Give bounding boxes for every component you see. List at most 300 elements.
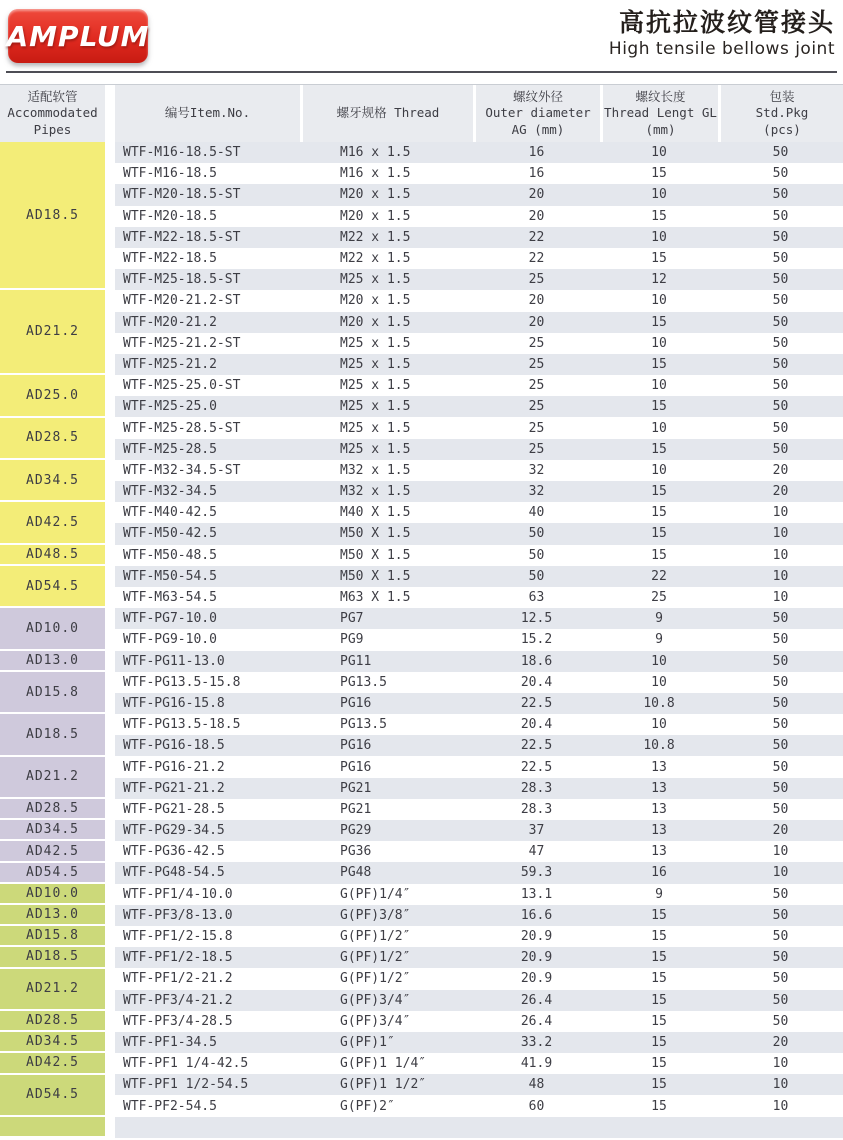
std-pkg-cell: 50 [772,293,789,309]
pipe-group-cell: AD34.5 [0,820,105,841]
thread-spec-cell: M63 X 1.5 [340,590,411,606]
item-no-cell: WTF-PG21-21.2 [123,780,225,796]
thread-length-cell: 10 [651,229,667,245]
thread-length-cell: 10 [651,420,667,436]
thread-spec-cell: M20 x 1.5 [340,208,411,224]
rows-area [115,142,843,1138]
outer-diameter-cell: 59.3 [520,865,553,881]
thread-spec-cell: PG21 [340,801,372,817]
outer-diameter-cell: 25 [528,272,545,288]
std-pkg-cell: 10 [772,1056,789,1072]
table-row [115,629,843,650]
thread-spec-cell: M20 x 1.5 [340,187,411,203]
outer-diameter-cell: 33.2 [520,1034,553,1050]
std-pkg-cell: 50 [772,378,789,394]
thread-spec-cell: PG16 [340,695,372,711]
outer-diameter-cell: 16.6 [520,907,553,923]
item-no-cell: WTF-PG16-21.2 [123,759,225,775]
thread-spec-cell: PG13.5 [340,674,387,690]
item-no-cell: WTF-M22-18.5 [123,251,217,267]
std-pkg-cell: 10 [772,590,789,606]
outer-diameter-cell: 25 [528,378,545,394]
column-header-line: 螺牙规格 Thread [336,105,440,121]
thread-length-cell: 13 [651,823,667,839]
column-gutter [105,85,115,142]
table-row [115,820,843,841]
item-no-cell: WTF-M20-21.2-ST [123,293,241,309]
thread-length-cell: 15 [651,314,667,330]
outer-diameter-cell: 41.9 [520,1056,553,1072]
outer-diameter-cell: 50 [528,526,545,542]
item-no-cell: WTF-PF3/4-28.5 [123,1013,233,1029]
pipe-group-cell: AD42.5 [0,502,105,544]
outer-diameter-cell: 37 [528,823,545,839]
pipe-group-cell: AD54.5 [0,863,105,884]
thread-spec-cell: M25 x 1.5 [340,378,411,394]
thread-spec-cell [300,1117,473,1138]
thread-length-cell: 25 [651,590,667,606]
outer-diameter-cell: 20.4 [520,674,553,690]
outer-diameter-cell: 22.5 [520,759,553,775]
thread-length-cell: 9 [655,632,663,648]
pipe-group-cell: AD10.0 [0,884,105,905]
thread-length-cell: 15 [651,505,667,521]
item-no-cell: WTF-M40-42.5 [123,505,217,521]
table-row [115,439,843,460]
thread-spec-cell: M25 x 1.5 [340,399,411,415]
column-header-line: Outer diameter [485,105,591,121]
table-row [115,481,843,502]
thread-length-cell: 15 [651,1077,667,1093]
item-no-cell: WTF-M63-54.5 [123,590,217,606]
std-pkg-cell: 50 [772,166,789,182]
std-pkg-cell: 50 [772,251,789,267]
table-row [115,672,843,693]
pipe-group-cell: AD42.5 [0,841,105,862]
thread-length-cell: 10.8 [643,738,675,754]
std-pkg-cell: 10 [772,1077,789,1093]
item-no-cell: WTF-M50-54.5 [123,568,217,584]
column-header-outer-diameter [473,85,600,142]
thread-length-cell: 15 [651,251,667,267]
thread-spec-cell: PG7 [340,611,364,627]
column-header-line: Accommodated [7,105,98,121]
column-header-pipes [0,85,105,142]
std-pkg-cell: 50 [772,992,789,1008]
std-pkg-cell: 10 [772,547,789,563]
item-no-cell: WTF-M32-34.5 [123,484,217,500]
item-no-cell: WTF-PG13.5-15.8 [123,674,241,690]
outer-diameter-cell: 28.3 [520,780,553,796]
table-row [115,990,843,1011]
outer-diameter-cell: 50 [528,568,545,584]
pipe-group-cell: AD28.5 [0,799,105,820]
outer-diameter-cell: 50 [528,547,545,563]
item-no-cell: WTF-PF2-54.5 [123,1098,217,1114]
std-pkg-cell: 50 [772,420,789,436]
table-row [115,290,843,311]
thread-length-cell: 15 [651,399,667,415]
pipe-group-cell: AD28.5 [0,418,105,460]
column-header-line: Std.Pkg [755,105,809,121]
thread-spec-cell: G(PF)2″ [340,1098,395,1114]
std-pkg-cell: 10 [772,865,789,881]
thread-length-cell: 15 [651,441,667,457]
thread-spec-cell: G(PF)1 1/4″ [340,1056,427,1072]
std-pkg-cell: 50 [772,632,789,648]
thread-spec-cell: M50 X 1.5 [340,526,411,542]
thread-spec-cell: PG9 [340,632,364,648]
spec-table [0,84,843,1138]
thread-length-cell: 15 [651,992,667,1008]
outer-diameter-cell: 26.4 [520,1013,553,1029]
item-no-cell: WTF-M32-34.5-ST [123,462,241,478]
std-pkg-cell: 50 [772,950,789,966]
thread-spec-cell: M25 x 1.5 [340,356,411,372]
table-row [115,1117,843,1138]
table-row [115,968,843,989]
thread-length-cell [600,1117,718,1138]
item-no-cell: WTF-M25-28.5-ST [123,420,241,436]
item-no-cell: WTF-PF1 1/4-42.5 [123,1056,249,1072]
thread-spec-cell: M40 X 1.5 [340,505,411,521]
thread-length-cell: 10 [651,335,667,351]
column-header-thread-length [600,85,718,142]
thread-spec-cell: M50 X 1.5 [340,547,411,563]
thread-length-cell: 9 [655,886,663,902]
item-no-cell: WTF-PF1/2-18.5 [123,950,233,966]
outer-diameter-cell: 63 [528,590,545,606]
std-pkg-cell [718,1117,843,1138]
std-pkg-cell: 20 [772,1034,789,1050]
thread-spec-cell: PG21 [340,780,372,796]
std-pkg-cell: 50 [772,335,789,351]
std-pkg-cell: 50 [772,441,789,457]
thread-length-cell: 16 [651,865,667,881]
item-no-cell: WTF-M50-42.5 [123,526,217,542]
pipe-group-cell: AD15.8 [0,926,105,947]
outer-diameter-cell: 15.2 [520,632,553,648]
outer-diameter-cell: 48 [528,1077,545,1093]
table-row [115,417,843,438]
thread-spec-cell: G(PF)1″ [340,1034,395,1050]
thread-length-cell: 15 [651,1034,667,1050]
table-row [115,841,843,862]
outer-diameter-cell: 16 [528,166,545,182]
thread-length-cell: 10 [651,653,667,669]
outer-diameter-cell: 20 [528,314,545,330]
thread-spec-cell: G(PF)1/4″ [340,886,411,902]
thread-spec-cell: G(PF)3/8″ [340,907,411,923]
thread-length-cell: 15 [651,356,667,372]
item-no-cell: WTF-PF3/8-13.0 [123,907,233,923]
column-header-line: 适配软管 [27,89,78,105]
table-row [115,460,843,481]
thread-length-cell: 9 [655,611,663,627]
pipe-group-cell: AD42.5 [0,1053,105,1074]
item-no-cell: WTF-PG11-13.0 [123,653,225,669]
column-header-line: 包装 [769,89,795,105]
table-row [115,142,843,163]
table-row [115,184,843,205]
pipe-group-cell: AD18.5 [0,714,105,756]
std-pkg-cell: 50 [772,229,789,245]
outer-diameter-cell: 20.4 [520,717,553,733]
table-row [115,651,843,672]
thread-spec-cell: M32 x 1.5 [340,484,411,500]
std-pkg-cell: 10 [772,526,789,542]
table-row [115,1011,843,1032]
table-row [115,312,843,333]
outer-diameter-cell: 22.5 [520,738,553,754]
item-no-cell: WTF-M16-18.5-ST [123,145,241,161]
outer-diameter-cell: 25 [528,441,545,457]
pipe-group-cell: AD54.5 [0,1075,105,1117]
column-header-line: 编号Item.No. [164,105,251,121]
item-no-cell: WTF-M25-25.0-ST [123,378,241,394]
item-no-cell: WTF-PG9-10.0 [123,632,217,648]
item-no-cell: WTF-PF1/2-15.8 [123,929,233,945]
outer-diameter-cell: 40 [528,505,545,521]
thread-length-cell: 15 [651,1056,667,1072]
thread-length-cell: 13 [651,801,667,817]
thread-spec-cell: M25 x 1.5 [340,335,411,351]
table-row [115,1053,843,1074]
item-no-cell: WTF-PG7-10.0 [123,611,217,627]
thread-spec-cell: M22 x 1.5 [340,251,411,267]
item-no-cell: WTF-PG21-28.5 [123,801,225,817]
brand-logo-text: AMPLUM [6,19,150,53]
table-row [115,905,843,926]
table-row [115,396,843,417]
std-pkg-cell: 50 [772,759,789,775]
thread-length-cell: 15 [651,929,667,945]
outer-diameter-cell: 32 [528,484,545,500]
table-row [115,248,843,269]
thread-length-cell: 10 [651,378,667,394]
header-divider-line [6,71,837,73]
table-row [115,269,843,290]
table-row [115,1095,843,1116]
std-pkg-cell: 50 [772,356,789,372]
thread-spec-cell: M16 x 1.5 [340,166,411,182]
pipe-group-cell: AD13.0 [0,651,105,672]
thread-spec-cell: PG13.5 [340,717,387,733]
std-pkg-cell: 50 [772,971,789,987]
thread-spec-cell: M25 x 1.5 [340,420,411,436]
std-pkg-cell: 20 [772,462,789,478]
std-pkg-cell: 10 [772,505,789,521]
item-no-cell: WTF-M25-28.5 [123,441,217,457]
std-pkg-cell: 10 [772,844,789,860]
thread-spec-cell: G(PF)1 1/2″ [340,1077,427,1093]
table-row [115,375,843,396]
pipe-group-cell: AD48.5 [0,545,105,566]
std-pkg-cell: 50 [772,929,789,945]
thread-length-cell: 13 [651,780,667,796]
std-pkg-cell: 50 [772,674,789,690]
std-pkg-cell: 50 [772,611,789,627]
table-row [115,884,843,905]
column-header-line: AG (mm) [511,121,565,137]
thread-spec-cell: G(PF)1/2″ [340,971,411,987]
page-title-zh: 高抗拉波纹管接头 [618,8,835,37]
thread-spec-cell: M25 x 1.5 [340,441,411,457]
outer-diameter-cell: 28.3 [520,801,553,817]
item-no-cell: WTF-M16-18.5 [123,166,217,182]
table-row [115,587,843,608]
item-no-cell: WTF-M50-48.5 [123,547,217,563]
table-row [115,799,843,820]
outer-diameter-cell: 22 [528,251,545,267]
table-row [115,1032,843,1053]
column-header-line: Thread Lengt GL [604,105,717,121]
item-no-cell: WTF-PF1-34.5 [123,1034,217,1050]
item-no-cell: WTF-M20-21.2 [123,314,217,330]
thread-length-cell: 12 [651,272,667,288]
thread-length-cell: 10.8 [643,695,675,711]
table-body [0,142,843,1138]
pipe-group-cell: AD21.2 [0,969,105,1011]
item-no-cell: WTF-PG36-42.5 [123,844,225,860]
table-row [115,523,843,544]
item-no-cell: WTF-M25-21.2-ST [123,335,241,351]
thread-spec-cell: M50 X 1.5 [340,568,411,584]
std-pkg-cell: 50 [772,886,789,902]
thread-length-cell: 13 [651,759,667,775]
outer-diameter-cell: 20 [528,293,545,309]
thread-spec-cell: G(PF)3/4″ [340,992,411,1008]
std-pkg-cell: 50 [772,717,789,733]
item-no-cell: WTF-PG16-15.8 [123,695,225,711]
item-no-cell: WTF-M25-18.5-ST [123,272,241,288]
table-row [115,206,843,227]
table-row [115,1074,843,1095]
outer-diameter-cell: 47 [528,844,545,860]
item-no-cell: WTF-PF1/4-10.0 [123,886,233,902]
pipe-group-cell: AD21.2 [0,290,105,375]
outer-diameter-cell: 20.9 [520,929,553,945]
column-header-line: 螺纹外径 [512,89,563,105]
std-pkg-cell: 50 [772,1013,789,1029]
table-row [115,545,843,566]
table-row [115,756,843,777]
thread-spec-cell: G(PF)1/2″ [340,929,411,945]
outer-diameter-cell: 18.6 [520,653,553,669]
pipe-group-cell: AD10.0 [0,608,105,650]
outer-diameter-cell: 20.9 [520,950,553,966]
column-header-line: Pipes [33,121,72,137]
pipe-group-cell: AD34.5 [0,1032,105,1053]
std-pkg-cell: 50 [772,314,789,330]
table-row [115,354,843,375]
thread-spec-cell: M22 x 1.5 [340,229,411,245]
std-pkg-cell: 50 [772,187,789,203]
item-no-cell: WTF-M20-18.5-ST [123,187,241,203]
table-row [115,566,843,587]
thread-length-cell: 10 [651,293,667,309]
table-row [115,502,843,523]
std-pkg-cell: 10 [772,1098,789,1114]
thread-length-cell: 10 [651,717,667,733]
outer-diameter-cell: 25 [528,420,545,436]
page-titles [609,8,835,60]
item-no-cell: WTF-PF3/4-21.2 [123,992,233,1008]
thread-length-cell: 15 [651,208,667,224]
thread-spec-cell: M32 x 1.5 [340,462,411,478]
outer-diameter-cell: 60 [528,1098,545,1114]
item-no-cell: WTF-PG16-18.5 [123,738,225,754]
table-row [115,862,843,883]
thread-spec-cell: G(PF)3/4″ [340,1013,411,1029]
thread-length-cell: 15 [651,526,667,542]
item-no-cell: WTF-PG13.5-18.5 [123,717,241,733]
std-pkg-cell: 20 [772,823,789,839]
std-pkg-cell: 50 [772,272,789,288]
brand-logo [8,9,148,63]
item-no-cell: WTF-PF1/2-21.2 [123,971,233,987]
thread-spec-cell: PG16 [340,738,372,754]
item-no-cell: WTF-M20-18.5 [123,208,217,224]
pipe-group-cell [0,1117,105,1138]
std-pkg-cell: 50 [772,738,789,754]
column-header-line: 螺纹长度 [635,89,686,105]
table-row [115,163,843,184]
thread-length-cell: 15 [651,907,667,923]
pipe-group-cell: AD28.5 [0,1011,105,1032]
outer-diameter-cell: 16 [528,145,545,161]
pipe-group-cell: AD18.5 [0,947,105,968]
outer-diameter-cell: 25 [528,399,545,415]
outer-diameter-cell [473,1117,600,1138]
thread-spec-cell: PG36 [340,844,372,860]
column-header-thread [300,85,473,142]
table-row [115,608,843,629]
column-header-pkg [718,85,843,142]
thread-length-cell: 10 [651,674,667,690]
thread-spec-cell: PG48 [340,865,372,881]
thread-spec-cell: PG29 [340,823,372,839]
thread-length-cell: 15 [651,950,667,966]
thread-length-cell: 22 [651,568,667,584]
pipe-group-cell: AD25.0 [0,375,105,417]
item-no-cell: WTF-PG29-34.5 [123,823,225,839]
table-row [115,227,843,248]
item-no-cell: WTF-PF1 1/2-54.5 [123,1077,249,1093]
pipe-column [0,142,105,1138]
std-pkg-cell: 50 [772,399,789,415]
item-no-cell: WTF-M25-21.2 [123,356,217,372]
thread-length-cell: 10 [651,462,667,478]
outer-diameter-cell: 20.9 [520,971,553,987]
outer-diameter-cell: 26.4 [520,992,553,1008]
thread-length-cell: 15 [651,1098,667,1114]
table-header-row [0,84,843,142]
thread-spec-cell: M16 x 1.5 [340,145,411,161]
std-pkg-cell: 50 [772,145,789,161]
page-title-en: High tensile bellows joint [608,39,835,59]
thread-spec-cell: PG11 [340,653,372,669]
table-row [115,926,843,947]
outer-diameter-cell: 22 [528,229,545,245]
thread-length-cell: 15 [651,971,667,987]
table-row [115,333,843,354]
item-no-cell [115,1117,300,1138]
thread-length-cell: 10 [651,187,667,203]
std-pkg-cell: 50 [772,695,789,711]
thread-spec-cell: G(PF)1/2″ [340,950,411,966]
std-pkg-cell: 20 [772,484,789,500]
